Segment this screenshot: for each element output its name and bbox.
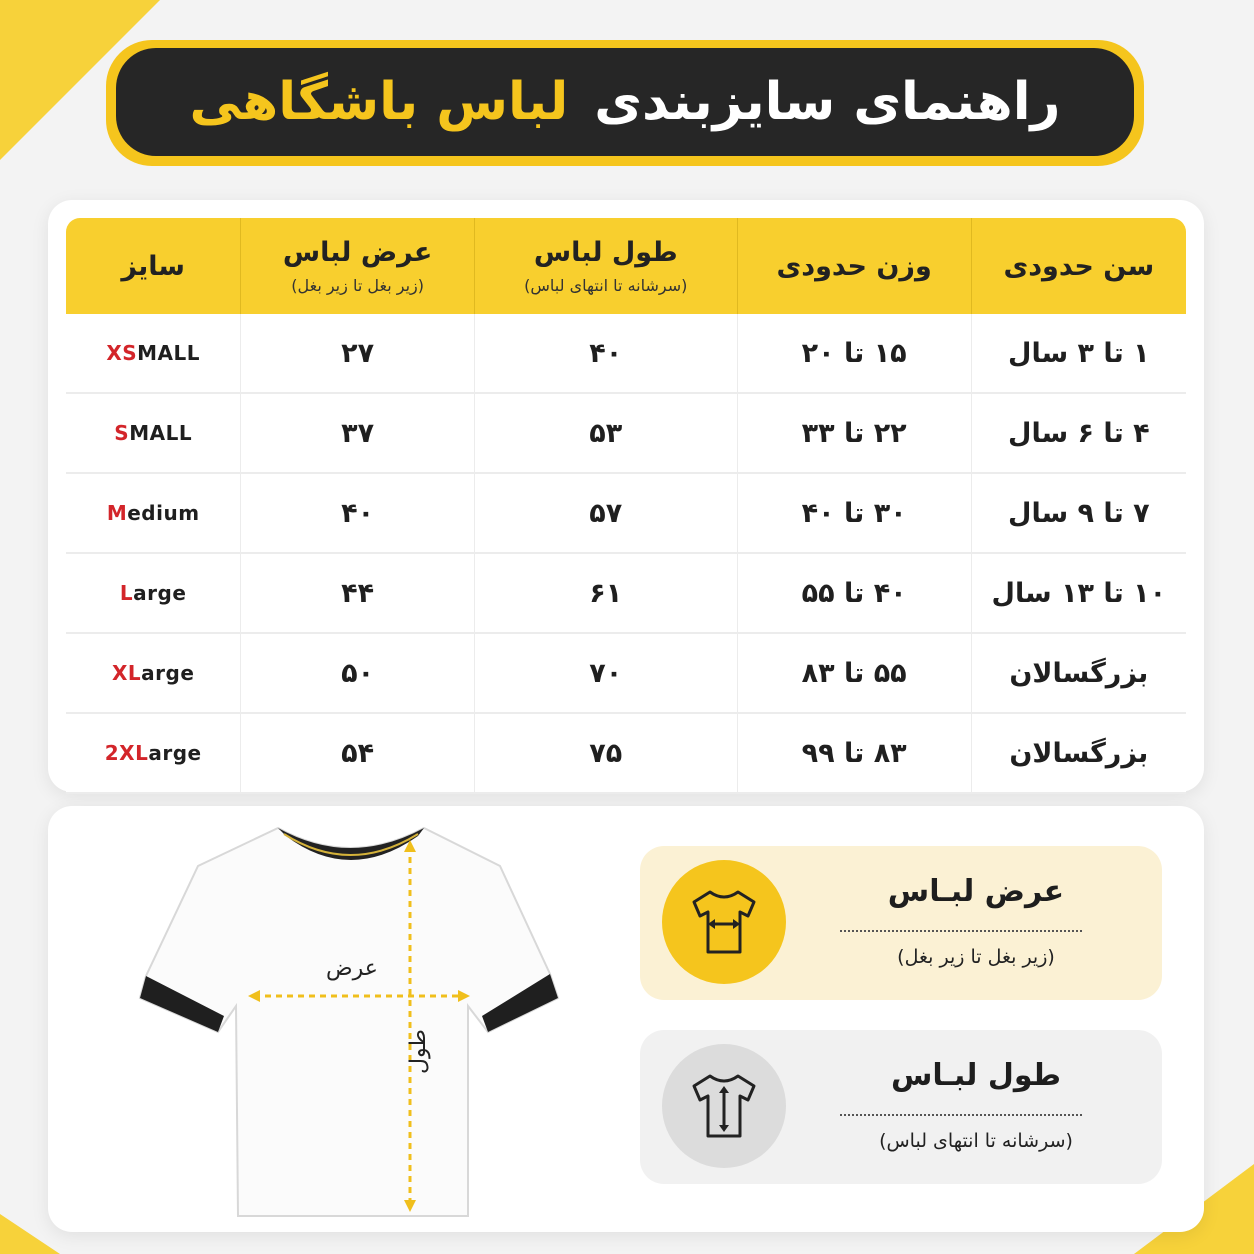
header-age [971, 218, 1186, 314]
header-length-label: طول لباس [533, 237, 678, 268]
table-header-row [66, 218, 1186, 314]
size-prefix: XL [111, 661, 142, 685]
length-info-box [640, 1030, 1162, 1184]
cell-width: ۳۷ [240, 394, 474, 474]
size-suffix: arge [148, 741, 202, 765]
dotted-divider [840, 930, 1082, 932]
cell-weight: ۳۰ تا ۴۰ [737, 474, 971, 554]
cell-age: ۴ تا ۶ سال [971, 394, 1186, 474]
cell-size [66, 714, 240, 794]
table-row [66, 634, 1186, 714]
cell-age: ۱ تا ۳ سال [971, 314, 1186, 394]
length-icon-circle [662, 1044, 786, 1168]
cell-weight: ۲۲ تا ۳۳ [737, 394, 971, 474]
table-row [66, 314, 1186, 394]
table-row [66, 714, 1186, 794]
cell-length: ۷۰ [474, 634, 737, 714]
length-subtitle: (سرشانه تا انتهای لباس) [879, 1130, 1073, 1152]
cell-weight: ۵۵ تا ۸۳ [737, 634, 971, 714]
cell-length: ۴۰ [474, 314, 737, 394]
cell-age: بزرگسالان [971, 714, 1186, 794]
cell-age: ۷ تا ۹ سال [971, 474, 1186, 554]
dotted-divider [840, 1114, 1082, 1116]
size-table-card [48, 200, 1204, 792]
width-icon-circle [662, 860, 786, 984]
cell-age: بزرگسالان [971, 634, 1186, 714]
cell-weight: ۱۵ تا ۲۰ [737, 314, 971, 394]
size-prefix: S [114, 421, 130, 445]
shirt-length-icon [686, 1068, 762, 1144]
size-suffix: arge [141, 661, 195, 685]
length-label: طول [406, 1029, 431, 1074]
size-prefix: 2XL [104, 741, 149, 765]
table-row [66, 394, 1186, 474]
cell-length: ۷۵ [474, 714, 737, 794]
cell-width: ۴۰ [240, 474, 474, 554]
size-table [66, 218, 1186, 794]
header-size [66, 218, 240, 314]
page-title-highlight: لباس باشگاهی [189, 72, 569, 132]
header-length-sub: (سرشانه تا انتهای لباس) [524, 276, 688, 295]
title-banner [106, 40, 1144, 166]
header-weight-label: وزن حدودی [776, 250, 932, 282]
size-prefix: XS [106, 341, 138, 365]
length-title: طول لبـاس [891, 1058, 1061, 1093]
size-suffix: edium [127, 501, 200, 525]
measurement-guide-card [48, 806, 1204, 1232]
table-row [66, 554, 1186, 634]
cell-weight: ۸۳ تا ۹۹ [737, 714, 971, 794]
shirt-width-icon [686, 884, 762, 960]
width-info-box [640, 846, 1162, 1000]
title-banner-inner [116, 48, 1134, 156]
cell-weight: ۴۰ تا ۵۵ [737, 554, 971, 634]
cell-width: ۲۷ [240, 314, 474, 394]
shirt-diagram [88, 806, 608, 1232]
cell-length: ۶۱ [474, 554, 737, 634]
cell-width: ۴۴ [240, 554, 474, 634]
width-title: عرض لبـاس [887, 874, 1065, 909]
header-age-label: سن حدودی [1003, 250, 1155, 282]
cell-width: ۵۰ [240, 634, 474, 714]
cell-length: ۵۳ [474, 394, 737, 474]
page-title: راهنمای سایزبندی [594, 72, 1061, 132]
size-suffix: arge [133, 581, 187, 605]
width-label: عرض [326, 956, 378, 981]
cell-size [66, 474, 240, 554]
cell-size [66, 314, 240, 394]
header-width-label: عرض لباس [282, 237, 433, 268]
size-prefix: M [106, 501, 128, 525]
size-suffix: MALL [129, 421, 193, 445]
cell-size [66, 394, 240, 474]
header-width [240, 218, 474, 314]
header-length [474, 218, 737, 314]
size-suffix: MALL [137, 341, 201, 365]
width-subtitle: (زیر بغل تا زیر بغل) [897, 946, 1055, 968]
cell-age: ۱۰ تا ۱۳ سال [971, 554, 1186, 634]
header-size-label: سایز [121, 250, 185, 282]
cell-size [66, 554, 240, 634]
size-prefix: L [119, 581, 134, 605]
cell-size [66, 634, 240, 714]
cell-length: ۵۷ [474, 474, 737, 554]
cell-width: ۵۴ [240, 714, 474, 794]
jersey-illustration [88, 806, 608, 1232]
table-row [66, 474, 1186, 554]
header-width-sub: (زیر بغل تا زیر بغل) [291, 276, 424, 295]
header-weight [737, 218, 971, 314]
